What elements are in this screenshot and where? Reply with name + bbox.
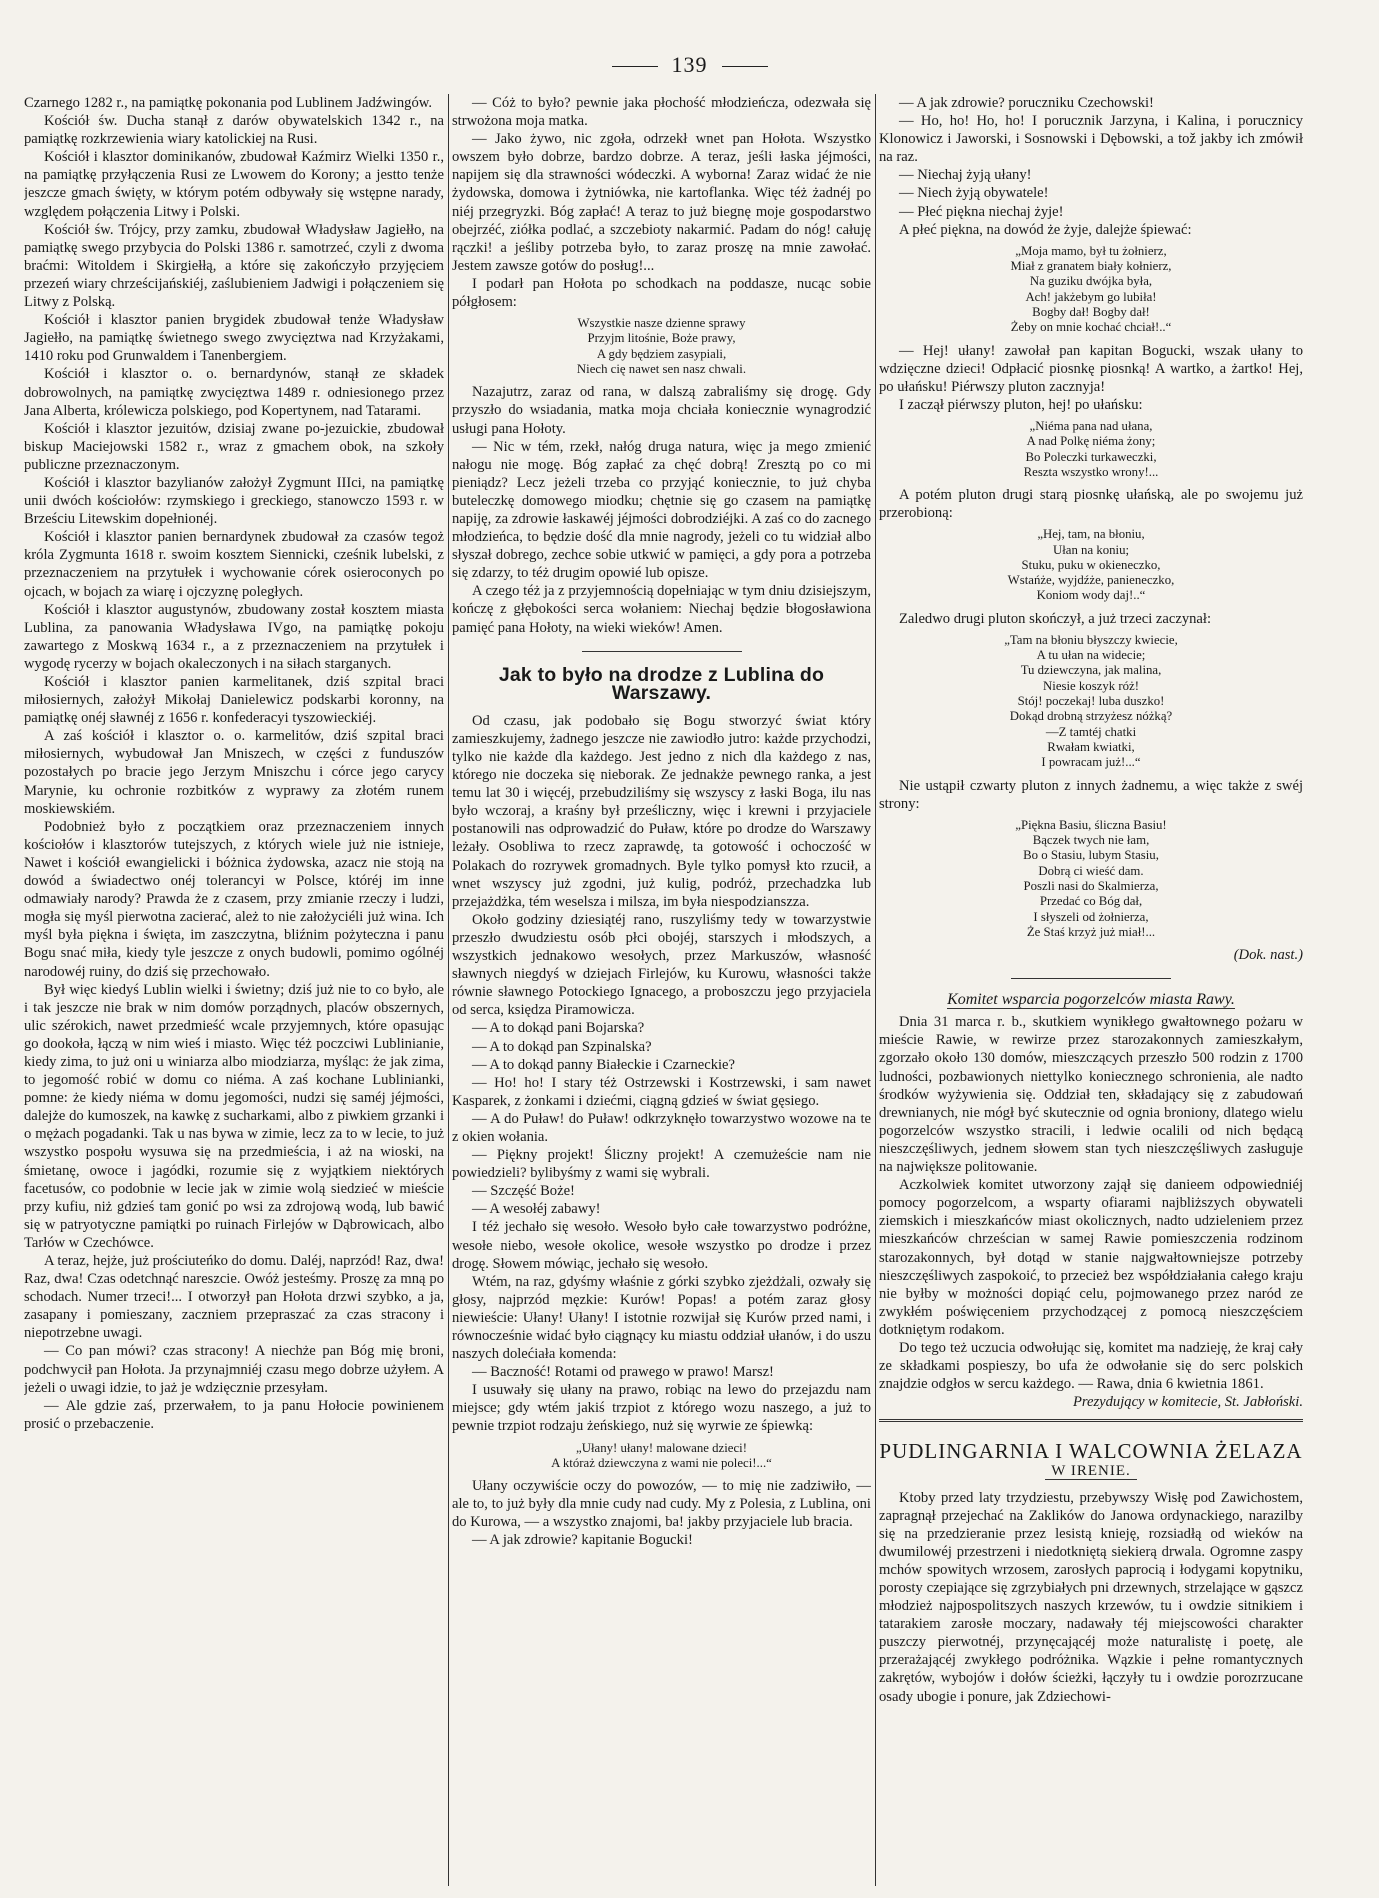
verse-line: Bączek twych nie łam, <box>1032 833 1150 848</box>
iron-works-title: PUDLINGARNIA I WALCOWNIA ŻELAZA <box>879 1439 1303 1464</box>
paragraph: — Cóż to było? pewnie jaka płochość młodzieńcza, odezwała się strwożona moja matka. <box>452 95 871 130</box>
paragraph: Dnia 31 marca r. b., skutkiem wynikłego gwałtownego pożaru w mieście Rawie, w rewirze przez starozakonnych zamieszkałym, zgorzało około 130 domów, mieszczących przeszło 500 rodzin z 1700 ludności, pozbawionych niettylko koniecznego schronienia, ale nadto środków wyżywienia się. Oddział ten, składający się z zabudowań drewnianych, nie mógł być skutecznie od ognia broniony, dlatego wielu pogorzelców wszystko stracili, i ledwie ocalili od nich będącą nieszczęśliwych, jednem słowem stan tych nieszczęśliwych zasługuje na największe politowanie. <box>879 1014 1303 1176</box>
column-1 <box>24 94 444 1888</box>
paragraph: — Ho! ho! I stary téż Ostrzewski i Kostrzewski, i sam nawet Kasparek, z żonkami i dziećmi, ciągną gdzieś w świat gęsiego. <box>452 1074 871 1109</box>
verse-line: Tu dziewczyna, jak malina, <box>1020 663 1162 678</box>
verse <box>879 527 1303 603</box>
paragraph: Kościół św. Trójcy, przy zamku, zbudował Władysław Jagiełło, na pamiątkę swego przybycia do Polski 1386 r. samotrzeć, czyli z dwoma braćmi: Witoldem i Skirgiełłą, a które się zakończyło przyjęciem przezeń wiary chrześcijańskiéj, zaślubieniem Jadwigi i połączeniem się Litwy z Polską. <box>24 221 444 311</box>
continued-note: (Dok. nast.) <box>1233 947 1303 964</box>
column-divider <box>448 94 449 1886</box>
paragraph: — A wesołéj zabawy! <box>472 1201 601 1218</box>
verse-line: Poszli nasi do Skalmierza, <box>1023 878 1159 893</box>
paragraph: — Płeć piękna niechaj żyje! <box>899 203 1064 220</box>
verse-line: Żeby on mnie kochać chciał!..“ <box>1010 320 1172 335</box>
verse-line: Bo o Stasiu, lubym Stasiu, <box>1023 848 1159 863</box>
paragraph: A płeć piękna, na dowód że żyje, dalejże śpiewać: <box>899 221 1192 238</box>
paragraph: Był więc kiedyś Lublin wielki i świetny; dziś już nie to co było, ale i tak jeszcze nie brak w nim domów porządnych, placów obszernych, ulic szérokich, nawet przedmieść wcale przyjemnych, które opasując go dookoła, łączą w nim wieś i miasto. Więc téż poczciwi Lublinianie, kiedy zima, to już oni u winiarza albo miodziarza, myśląc: że jak zima, to jegomość robić w domu co niéma. A zaś kochane Lublinianki, pomne: że kiedy niéma w domu jegomości, nudzi się saméj jéjmości, dalejże do kumoszek, na kawkę z sucharkami, albo z piwkiem grzanki i o mężach pogadanki. Tak u nas bywa w zimie, lecz za to w lecie, to już wszystko pospołu wysuwa się na przedmieścia, i aż na wioski, na śmietanę, owoce i jagódki, rozumie się z wyjątkiem niektórych facetusów, co podobnie w lecie jak w zimie wolą siedzieć w mieście przy kufiu, niż gdzieś tam gonić po wsi za zdrojową wodą, lub bawić się w patryotyczne pamiątki po ruinach Firlejów w Dąbrowicach, albo Tarłów w Czechówce. <box>24 981 444 1251</box>
verse <box>452 316 871 377</box>
column-3 <box>879 94 1303 1888</box>
paragraph: — A do Puław! do Puław! odkrzyknęło towarzystwo wozowe na te z okien wołania. <box>452 1110 871 1145</box>
verse-line: Niech cię nawet sen nasz chwali. <box>576 362 747 377</box>
verse-line: Że Staś krzyż już miał!... <box>1026 924 1156 939</box>
paragraph: Kościół i klasztor panien brygidek zbudował tenże Władysław Jagiełło, na pamiątkę świetnego swego zwycięztwa nad Krzyżakami, 1410 roku pod Grunwaldem i Tanenbergiem. <box>24 312 444 365</box>
verse-line: A tu ułan na widecie; <box>1036 648 1146 663</box>
paragraph: Około godziny dziesiątéj rano, ruszyliśmy tedy w towarzystwie przeszło dwudziestu osób płci obojéj, starszych i młodszych, a wszystkich jednakowo wesołych, przez Markuszów, własność sławnych niegdyś w dziejach Firlejów, ku Kurowu, własności także równie sławnego Potockiego Ignacego, a proboszczu jego przyjaciela od serca, księdza Piramowicza. <box>452 911 871 1019</box>
paragraph: Czarnego 1282 r., na pamiątkę pokonania pod Lublinem Jadźwingów. <box>24 95 432 111</box>
verse-line: Wszystkie nasze dzienne sprawy <box>577 316 746 331</box>
iron-works-subtitle <box>879 1462 1303 1480</box>
iron-works-subtitle-text: W IRENIE. <box>1045 1463 1137 1480</box>
verse <box>452 1441 871 1472</box>
verse <box>879 419 1303 480</box>
column-divider <box>875 94 876 1886</box>
paragraph: Od czasu, jak podobało się Bogu stworzyć świat który zamieszkujemy, żadnego jeszcze nie zawiodło jutro: każde przychodzi, tylko nie każde dla każdego. Jest jedno z nich dla każdego z nas, którego nie doczeka się nieborak. Ze jednakże pewnego ranka, a jest temu lat 30 i więcéj, przebudziliśmy się wszyscy z łaski Boga, ilu nas było wczoraj, a kraśny był prześliczny, więc i krewni i przyjaciele postanowili nas odprowadzić do Puław, które po drodze do Warszawy leżały. Osobliwa to rzecz zaprawdę, ta gotowość i ochoczość w Polakach do rozrywek gromadnych. Byle tylko pomysł kto rzucił, a wnet wszyscy już zgodni, już kulig, podróż, przechadzka lub przejażdżka, tém weselsza i milsza, im była niespodzianszza. <box>452 712 871 910</box>
verse-line: Miał z granatem biały kołnierz, <box>1010 259 1172 274</box>
paragraph: I zaczął piérwszy pluton, hej! po ułańsku: <box>899 396 1143 413</box>
paragraph-group <box>879 610 1303 628</box>
verse <box>879 633 1303 771</box>
paragraph: — A jak zdrowie? kapitanie Bogucki! <box>472 1532 693 1549</box>
paragraph: Ktoby przed laty trzydziestu, przebywszy Wisłę pod Zawichostem, zapragnął przejechać na Zaklików do Janowa ordynackiego, narazilby się na przedzieranie przez lesistą knieję, rozsiadłą od wieków na dwumilowéj przestrzeni i niedotkniętą siekierą drwala. Ogromne zaspy mchów spowitych wrzosem, zarosłych paprocią i łodygami kopytniku, porosty czepiające się zgrzybiałych pni drzewnych, strzelające w gąszcz młodzież najpospolitszych naszych krzewów, tu i owdzie sitnikiem i tatarakiem zarosłe moczary, nadawały téj miejscowości charakter puszczy pierwotnéj, przynęcającéj może naturalistę i poetę, ale przerażającéj zwykłego podróżnika. Wązkie i pełne romantycznych zakrętów, wybojów i dołów ścieżki, łączyły tu i owdzie porozrzucane osady ubogie i ponure, jak Zdziechowi- <box>879 1489 1303 1705</box>
verse-line: Dokąd drobną strzyżesz nóżką? <box>1009 709 1173 724</box>
committee-title-text: Komitet wsparcia pogorzelców miasta Rawy. <box>947 991 1235 1009</box>
paragraph: Wtém, na raz, gdyśmy właśnie z górki szybko zjeżdżali, ozwały się głosy, najprzód męzkie: Kurów! Popas! a potém zaraz głosy niewieście: Ułany! Ułany! I istotnie rozwijał się Kurów przed nami, i równocześnie widać było ciągnący ku miastu oddział ułanów, i do uszu naszych dolećiała komenda: <box>452 1273 871 1363</box>
paragraph: — Piękny projekt! Śliczny projekt! A czemużeście nam nie powiedzieli? bylibyśmy z wami się wybrali. <box>452 1147 871 1182</box>
verse <box>879 244 1303 336</box>
verse-line: Bo Poleczki turkaweczki, <box>1025 449 1157 464</box>
verse-line: A gdy będziem zasypiali, <box>596 346 727 361</box>
paragraph: — A to dokąd pani Bojarska? <box>472 1020 645 1037</box>
verse-line: Rwałam kwiatki, <box>1047 739 1135 754</box>
paragraph: Podobnież było z początkiem oraz przeznaczeniem innych kościołów i klasztorów tutejszych, z których wiele już nie istnieje, Nawet i kościół ewangielicki i bóżnica żydowska, azacz nie stoją na dowód a świadectwo onéj tolerancyi w Polsce, któréj im inne odmawiały narody? Prawda że z czasem, przy zmianie rzeczy i ludzi, mogła się myśl pierwotna zacierać, ależ to nie założyciéli już wina. Ich myśl była piękna i święta, im zaszczytna, bliźnim pożyteczna i panu Bogu snać miła, kiedy tyle jeszcze z onych budowli, pomimo ogólnéj narodowéj ruiny, do dziś się przechowało. <box>24 818 444 980</box>
verse-line: „Ułany! ułany! malowane dzieci! <box>576 1440 747 1455</box>
page-number: 139 <box>0 52 1379 78</box>
paragraph: I podarł pan Hołota po schodkach na poddasze, nucąc sobie półgłosem: <box>452 275 871 311</box>
paragraph-group <box>452 712 871 1436</box>
verse-line: Ułan na koniu; <box>1052 542 1130 557</box>
paragraph: A teraz, hejże, już prościuteńko do domu. Daléj, naprzód! Raz, dwa! Raz, dwa! Czas odetchnąć nareszcie. Owóż jesteśmy. Proszę za mną po schodach. Numer trzeci!... I otworzył pan Hołota drzwi szybko, a ja, zasapany i pomieszany, zaczniem przepraszać za czas stracony i niepotrzebne uwagi. <box>24 1253 444 1342</box>
verse-line: I słyszeli od żołnierza, <box>1033 909 1149 924</box>
paragraph: A potém pluton drugi starą piosnkę ułańską, ale po swojemu już przerobioną: <box>879 487 1303 522</box>
paragraph: — Szczęść Boże! <box>472 1183 575 1200</box>
paragraph: — Jako żywo, nic zgoła, odrzekł wnet pan Hołota. Wszystko owszem było dobrze, bardzo dobrze. A teraz, jeśli łaska jéjmości, napijem się dla strawności wódeczki. A wyborna! Zaraz widać że nie żydowska, domowa i żytniówka, nie kartoflanka. Więc téż żadnéj po niéj przegryzki. Bóg zapłać! A teraz to już biegnę moje gospodarstwo obejrzéć, ziółka podlać, a szczebioty nakarmić. Padam do nóg! całuję rączki! a jeśliby potrzeba było, to zaraz proszę na mnie zawołać. Jestem zawsze gotów do posług!... <box>452 131 871 274</box>
verse-line: Przedać co Bóg dał, <box>1039 894 1143 909</box>
column-2 <box>452 94 871 1888</box>
paragraph: Nazajutrz, zaraz od rana, w dalszą zabraliśmy się drogę. Gdy przyszło do wsiadania, matka moja chciała koniecznie wynagrodzić usługi pana Hołoty. <box>452 384 871 437</box>
verse-line: Bogby dał! Bogby dał! <box>1032 304 1150 319</box>
committee-title <box>879 991 1303 1009</box>
paragraph-group <box>879 777 1303 813</box>
verse-line: „Hej, tam, na błoniu, <box>1037 527 1145 542</box>
paragraph-group <box>879 486 1303 522</box>
verse-line: Reszta wszystko wrony!... <box>1023 464 1159 479</box>
verse-line: A któraż dziewczyna z wami nie poleci!...“ <box>551 1455 772 1470</box>
paragraph-group <box>879 342 1303 414</box>
paragraph: Ułany oczywiście oczy do powozów, — to mię nie zadziwiło, — ale to, to już były dla mnie cudy nad cudy. My z Polesia, z Lublina, oni do Kurowa, — a wszystko znajomi, ba! jakby przyjaciele lub bracia. <box>452 1478 871 1531</box>
paragraph: — A jak zdrowie? poruczniku Czechowski! <box>899 95 1154 111</box>
paragraph: A czego téż ja z przyjemnością dopełniając w tym dniu dzisiejszym, kończę z głębokości serca wołaniem: Niechaj będzie błogosławiona pamięć pana Hołoty, na wieki wieków! Amen. <box>452 583 871 636</box>
paragraph: Kościół i klasztor panien karmelitanek, dziś szpital braci miłosiernych, założył Mikołaj Danielewicz podskarbi koronny, na pamiątkę onéj sławnéj z 1656 r. konfederacyi tyszowieckiéj. <box>24 674 444 727</box>
paragraph: — Niech żyją obywatele! <box>899 185 1049 202</box>
verse-line: Dobrą ci wieść dam. <box>1038 863 1144 878</box>
paragraph: — Baczność! Rotami od prawego w prawo! Marsz! <box>472 1364 774 1381</box>
paragraph: Zaledwo drugi pluton skończył, a już trzeci zaczynał: <box>899 610 1212 627</box>
paragraph: — Nic w tém, rzekł, nałóg druga natura, więc ja mego zmienić nałogu nie mogę. Bóg zapłać za chęć dobrą! Zresztą po co mi pieniądz? Lecz jeżeli trzeba co przyjąć koniecznie, to już chyba buteleczkę domowego miodku; chętnie się go czasem na pamiątkę napiję, za zdrowie łaskawéj jéjmości dobrodziéjki. A zaś co do zacnego młodzieńca, to będzie dość dla mnie nagrody, jeżeli co tu widział albo słyszał dobrego, zechce sobie utkwić w pamięci, a gdy pora a potrzeba się zdarzy, to téż drugim opowié lub opisze. <box>452 438 871 582</box>
paragraph: — Co pan mówi? czas stracony! A niechże pan Bóg mię broni, podchwycił pan Hołota. Ja przynajmniéj czasu mego dobrze użyłem. A jeżeli o uwagi idzie, to jaż je wdzięcznie przesyłam. <box>24 1343 444 1396</box>
verse <box>879 818 1303 940</box>
verse-line: „Niéma pana nad ułana, <box>1029 418 1153 433</box>
article-title: Jak to było na drodze z Lublina do Warszawy. <box>498 663 825 704</box>
verse-line: „Moja mamo, był tu żołnierz, <box>1015 243 1167 258</box>
paragraph: Nie ustąpił czwarty pluton z innych żadnemu, a więc także z swéj strony: <box>879 777 1303 812</box>
paragraph: — Hej! ułany! zawołał pan kapitan Bogucki, wszak ułany to wdzięczne dzieci! Odpłacić piosnkę piosnką! A wartko, a żartko! Hej, po ułańsku! Piérwszy pluton zacznyja! <box>879 342 1303 395</box>
paragraph: Kościół św. Ducha stanął z darów obywatelskich 1342 r., na pamiątkę rozkrzewienia wiary katolickiej na Rusi. <box>24 113 444 148</box>
paragraph-group <box>452 1477 871 1549</box>
paragraph: I usuwały się ułany na prawo, robiąc na lewo do przejazdu nam miejsce; gdy wtém jakiś trzpiot z którego wozu naszego, a już to pewnie trzpiot rodzaju żeńskiego, nuż się wyrwie ze śpiewką: <box>452 1382 871 1435</box>
signature: Prezydujący w komitecie, St. Jabłoński. <box>1072 1394 1303 1411</box>
verse-line: A nad Polkę niéma żony; <box>1026 434 1156 449</box>
verse-line: „Tam na błoniu błyszczy kwiecie, <box>1004 632 1178 647</box>
paragraph: I téż jechało się wesoło. Wesoło było całe towarzystwo podróżne, wesołe niebo, wesołe okolice, wesołe wszystko po drodze i przez drogę. Słowem mówiąc, jechało się wesoło. <box>452 1219 871 1272</box>
verse-line: Stój! poczekaj! luba duszko! <box>1017 694 1165 709</box>
section-divider <box>1011 978 1171 979</box>
section-divider <box>879 1419 1303 1422</box>
paragraph: Kościół i klasztor bazylianów założył Zygmunt IIIci, na pamiątkę unii dwóch kościołów: rzymskiego i greckiego, stanowczo 1593 r. w Brześciu Litewskim dopełnionéj. <box>24 474 444 528</box>
verse-line: Niesie koszyk róż! <box>1043 678 1139 693</box>
verse-line: „Piękna Basiu, śliczna Basiu! <box>1015 817 1167 832</box>
verse-line: Ach! jakżebym go lubiła! <box>1025 289 1157 304</box>
paragraph: Kościół i klasztor jezuitów, dzisiaj zwane po-jezuickie, zbudował biskup Maciejowski 1582 r., wraz z gmachem obok, na szkoły publiczne przeznaczonym. <box>24 420 444 473</box>
paragraph: — Ho, ho! Ho, ho! I porucznik Jarzyna, i Kalina, i porucznicy Klonowicz i Jaworski, i Sosnowski i Dębowski, a tož jakby ich zmówił na raz. <box>879 113 1303 166</box>
paragraph: Do tego też uczucia odwołując się, komitet ma nadzieję, że kraj cały ze składkami pospieszy, bo ufa że odwołanie się do serc polskich znajdzie odgłos w sercu każdego. — Rawa, dnia 6 kwietnia 1861. <box>879 1339 1303 1393</box>
verse-line: I powracam już!...“ <box>1041 755 1141 770</box>
paragraph-group <box>879 94 1303 239</box>
paragraph-group <box>452 383 871 636</box>
paragraph: Kościół i klasztor o. o. bernardynów, stanął ze składek dobrowolnych, na pamiątkę zwycięztwa 1489 r. odniesionego przez Jana Alberta, królewicza polskiego, pod Kopertynem, nad Tatarami. <box>24 366 444 419</box>
paragraph: A zaś kościół i klasztor o. o. karmelitów, dziś szpital braci miłosiernych, wybudował Jan Mniszech, w części z funduszów pozostałych po bracie jego Jerzym Mniszchu i córce jego carycy Marynie, ku ochronie rozbitków z wyprawy za złotém runem moskiewskiém. <box>24 728 444 817</box>
paragraph-group <box>452 94 871 311</box>
paragraph: — Niechaj żyją ułany! <box>899 167 1032 184</box>
paragraph: — Ale gdzie zaś, przerwałem, to ja panu Hołocie powinienem prosić o przebaczenie. <box>24 1397 444 1432</box>
paragraph-group <box>879 1489 1303 1706</box>
paragraph: — A to dokąd panny Białeckie i Czarneckie? <box>472 1056 736 1073</box>
section-divider <box>582 651 742 652</box>
paragraph-group <box>879 1013 1303 1393</box>
verse-line: Koniom wody daj!..“ <box>1036 588 1146 603</box>
paragraph: Aczkolwiek komitet utworzony zajął się danieem odpowiedniéj pomocy pogorzelcom, a wsparty ofiarami najbliższych obywateli ziemskich i mieszkańców miast okolicznych, nadto udzieleniem przez mieszkańców chrześcian w samej Rawie pomieszczenia rodzinom starozakonnych, był dotąd w stanie najgwałtowniejsze potrzeby nieszczęśliwych zaspokoić, to przecież bez współdziałania całego kraju nie byłby w możności dopiąć celu, pojmowanego przez naród ze zwykłém poświęceniem przychodzącej z pomocą nieszczęściem dotkniętym rodakom. <box>879 1177 1303 1338</box>
paragraph: — A to dokąd pan Szpinalska? <box>472 1038 652 1055</box>
paragraph: Kościół i klasztor augustynów, zbudowany został kosztem miasta Lublina, za panowania Władysława IVgo, na pamiątkę pokoju zawartego z Moskwą 1634 r., a z przeznaczeniem na przytułek i wygodę rycerzy w bojach okaleczonych i na siłach starganych. <box>24 601 444 672</box>
verse-line: Na guziku dwójka była, <box>1029 274 1153 289</box>
verse-line: Stuku, puku w okieneczko, <box>1021 557 1161 572</box>
verse-line: Wstańże, wyjdźże, panieneczko, <box>1007 573 1175 588</box>
paragraph-group <box>24 94 444 1433</box>
verse-line: Przyjm litośnie, Boże prawy, <box>587 331 736 346</box>
paragraph: Kościół i klasztor dominikanów, zbudował Kaźmirz Wielki 1350 r., na pamiątkę przyłączenia Rusi ze Lwowem do Korony; a jestto tenże jeszcze gmach święty, w którym potém odbywały się wstępne narady, względem połączenia Litwy i Polski. <box>24 149 444 220</box>
paragraph: Kościół i klasztor panien bernardynek zbudował za czasów tegoż króla Zygmunta 1618 r. swoim kosztem Siennicki, cześnik lubelski, z przeznaczeniem na przytułek i wychowanie córek osieroconych po ojcach, w bojach za wiarę i ojczyznę poległych. <box>24 529 444 600</box>
verse-line: —Z tamtéj chatki <box>1045 724 1137 739</box>
